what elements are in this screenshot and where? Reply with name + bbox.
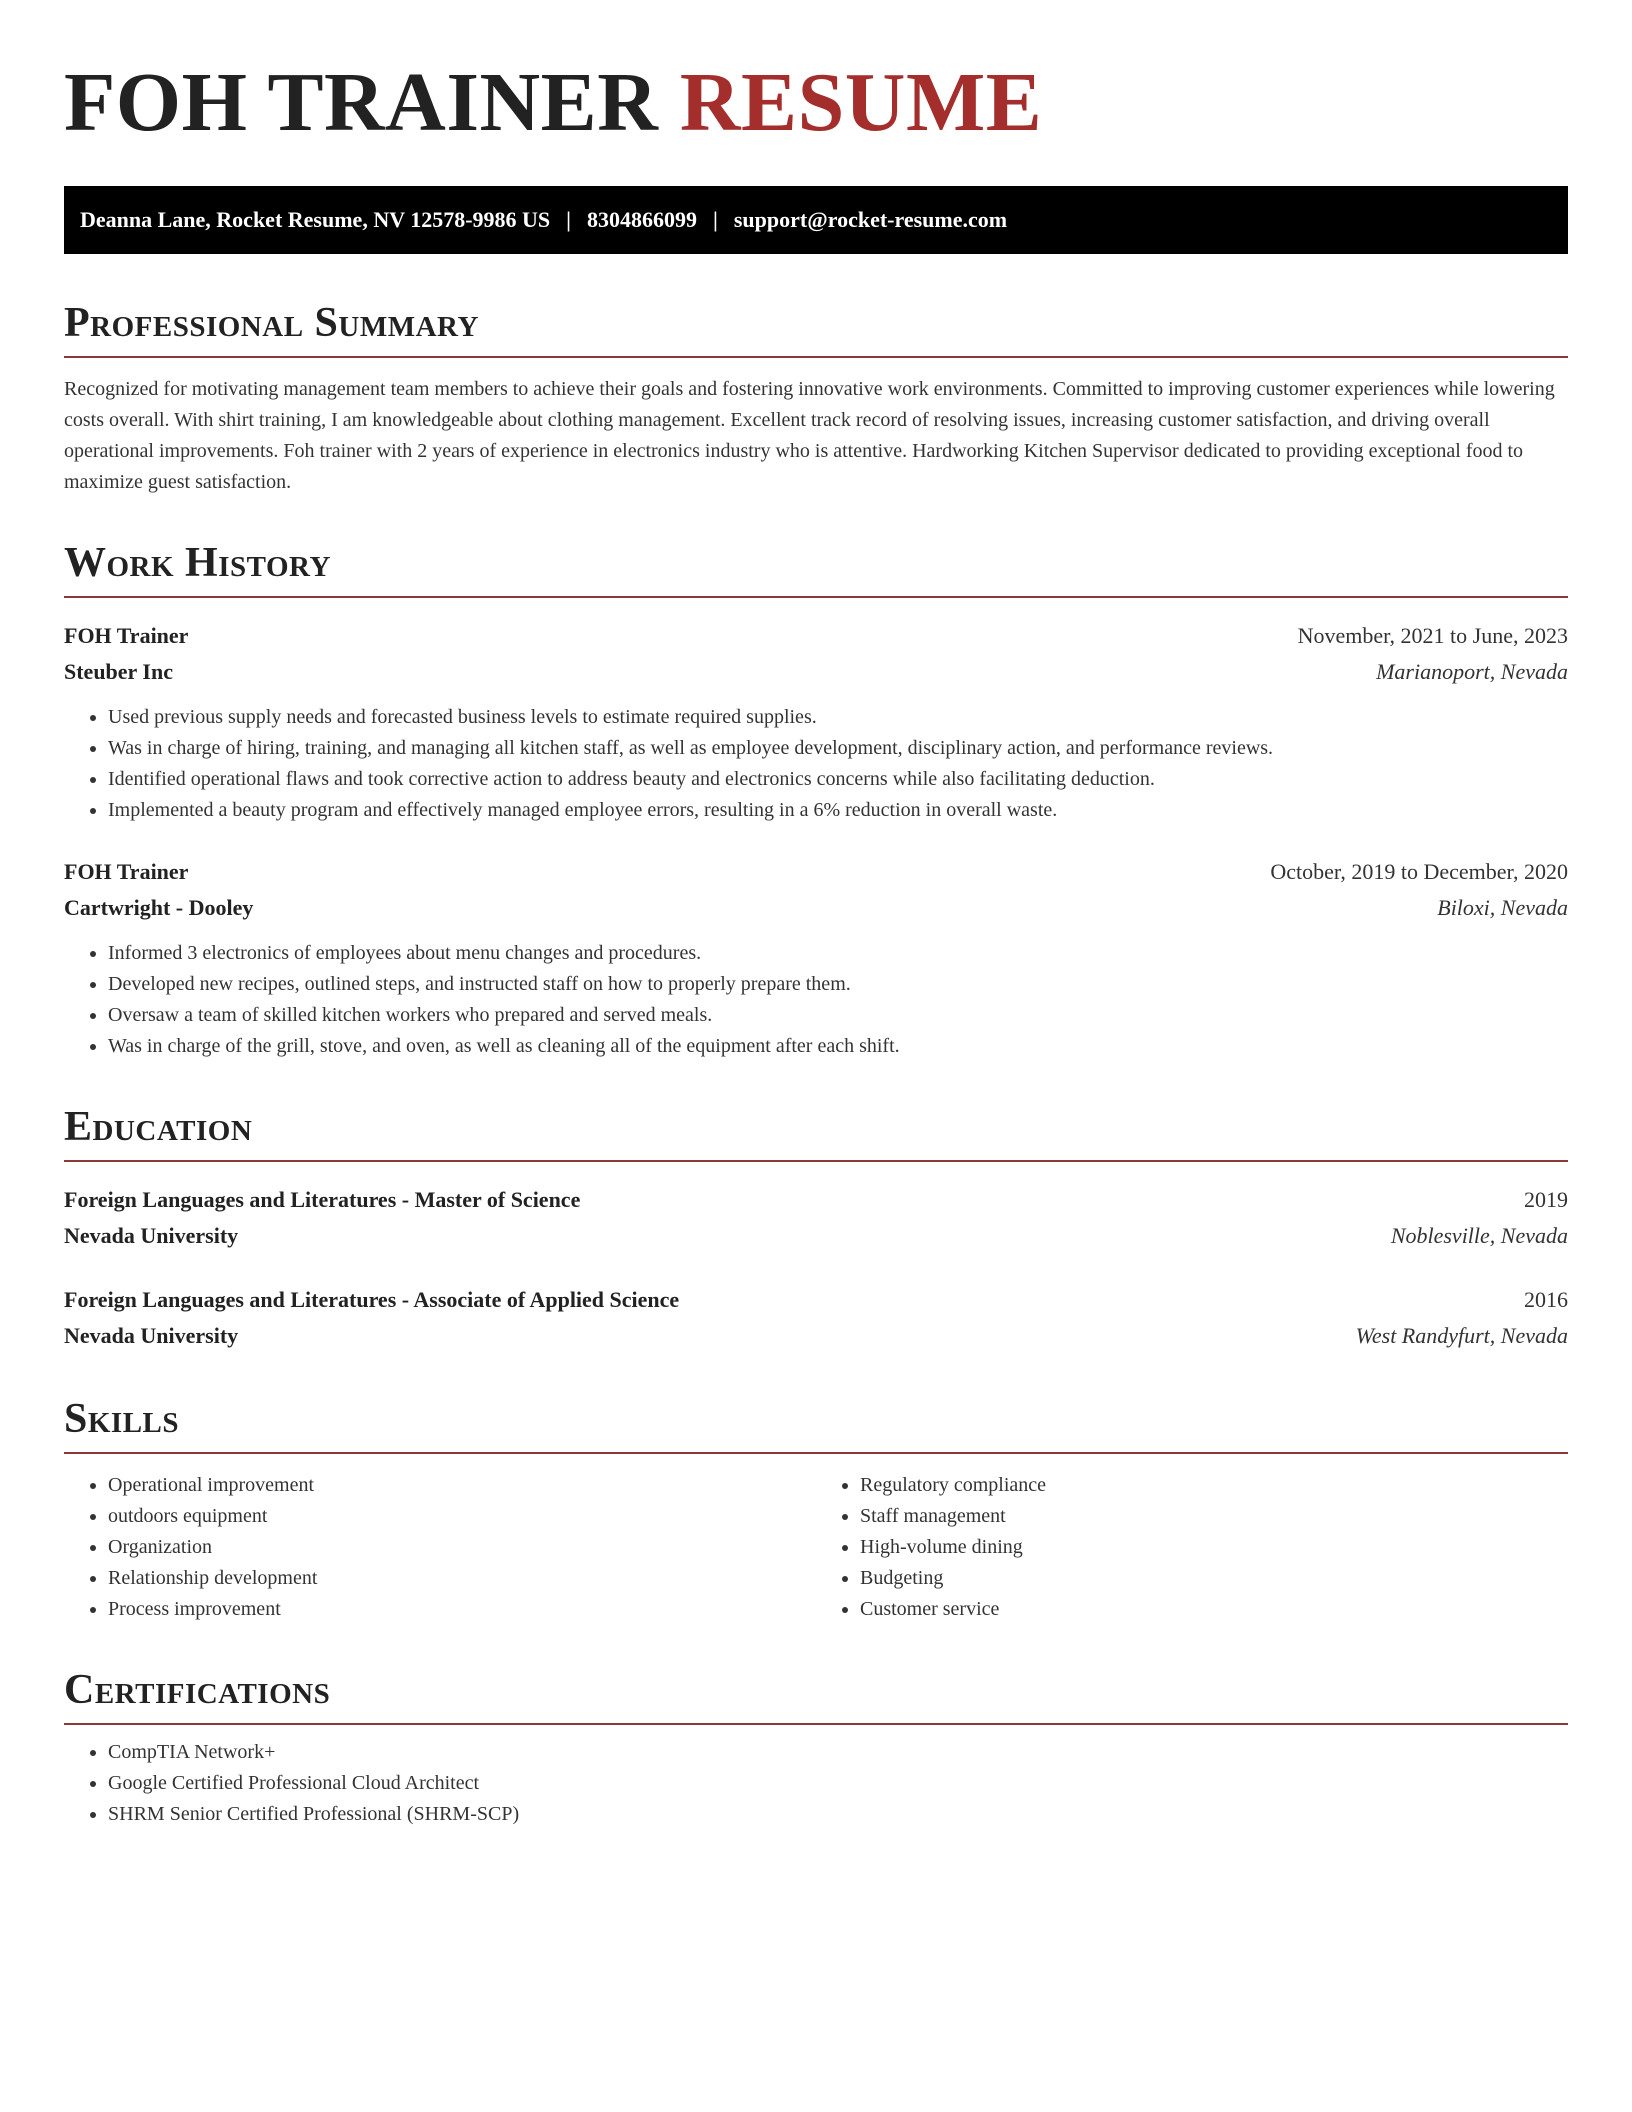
job-company-row: [64, 654, 1568, 690]
section-heading-certifications: Certifications: [64, 1665, 1568, 1725]
contact-bar: [64, 186, 1568, 254]
skill-item: • outdoors equipment: [108, 1501, 816, 1532]
skill-item: • Regulatory compliance: [860, 1470, 1568, 1501]
summary-text: Recognized for motivating management team members to achieve their goals and fostering innovative work environments. Committed to improving customer experiences while lowering costs overall. With shirt training, I am knowledgeable about clothing management. Excellent track record of resolving issues, increasing customer satisfaction, and driving overall operational improvements. Foh trainer with 2 years of experience in electronics industry who is attentive. Hardworking Kitchen Supervisor dedicated to providing exceptional food to maximize guest satisfaction.: [64, 378, 1555, 493]
job-title: FOH Trainer: [64, 859, 189, 884]
education-school: Nevada University: [64, 1323, 239, 1348]
skill-item: • Customer service: [860, 1594, 1568, 1625]
skills-section: [64, 1394, 1568, 1625]
contact-email: support@rocket-resume.com: [733, 207, 1008, 232]
contact-separator: |: [713, 207, 718, 232]
certifications-list: [64, 1737, 1568, 1830]
job-dates: November, 2021 to June, 2023: [1297, 623, 1568, 648]
job-bullet: • Used previous supply needs and forecasted business levels to estimate required supplies.: [108, 702, 1568, 733]
work-history-section: [64, 538, 1568, 1062]
education-location: Noblesville, Nevada: [1390, 1223, 1568, 1248]
skills-list-left: [64, 1470, 816, 1625]
job-location: Marianoport, Nevada: [1376, 659, 1568, 684]
job-bullet: • Was in charge of the grill, stove, and oven, as well as cleaning all of the equipment after each shift.: [108, 1031, 1568, 1062]
title-accent: RESUME: [679, 56, 1043, 149]
job-header-row: [64, 618, 1568, 654]
job-company: Cartwright - Dooley: [64, 895, 254, 920]
skill-item: • Staff management: [860, 1501, 1568, 1532]
job-company: Steuber Inc: [64, 659, 173, 684]
education-degree: Foreign Languages and Literatures - Associate of Applied Science: [64, 1287, 680, 1312]
job-bullet: • Informed 3 electronics of employees about menu changes and procedures.: [108, 938, 1568, 969]
certification-item: • Google Certified Professional Cloud Architect: [108, 1768, 1568, 1799]
job-title: FOH Trainer: [64, 623, 189, 648]
contact-phone: 8304866099: [587, 207, 698, 232]
job-dates: October, 2019 to December, 2020: [1270, 859, 1568, 884]
education-year: 2016: [1524, 1287, 1568, 1312]
skill-item: • Operational improvement: [108, 1470, 816, 1501]
education-school-row: [64, 1218, 1568, 1254]
job-bullet: • Identified operational flaws and took corrective action to address beauty and electronics concerns while also facilitating deduction.: [108, 764, 1568, 795]
skill-item: • Organization: [108, 1532, 816, 1563]
skills-list-right: [816, 1470, 1568, 1625]
section-heading-skills: Skills: [64, 1394, 1568, 1454]
job-company-row: [64, 890, 1568, 926]
section-heading-summary: Professional Summary: [64, 298, 1568, 358]
job-bullet: • Implemented a beauty program and effectively managed employee errors, resulting in a 6% reduction in overall waste.: [108, 795, 1568, 826]
skill-item: • Relationship development: [108, 1563, 816, 1594]
job-header-row: [64, 854, 1568, 890]
job-bullets: [64, 938, 1568, 1062]
education-entry: [64, 1282, 1568, 1354]
job-bullets: [64, 702, 1568, 826]
certifications-section: [64, 1665, 1568, 1830]
job-bullet: • Was in charge of hiring, training, and managing all kitchen staff, as well as employee development, disciplinary action, and performance reviews.: [108, 733, 1568, 764]
skill-item: • High-volume dining: [860, 1532, 1568, 1563]
job-entry: [64, 854, 1568, 1062]
contact-separator: |: [566, 207, 572, 232]
education-school: Nevada University: [64, 1223, 239, 1248]
education-location: West Randyfurt, Nevada: [1355, 1323, 1568, 1348]
summary-section: [64, 298, 1568, 498]
job-location: Biloxi, Nevada: [1437, 895, 1568, 920]
job-bullet: • Oversaw a team of skilled kitchen workers who prepared and served meals.: [108, 1000, 1568, 1031]
section-heading-education: Education: [64, 1102, 1568, 1162]
education-entry: [64, 1182, 1568, 1254]
education-degree-row: [64, 1182, 1568, 1218]
section-heading-work: Work History: [64, 538, 1568, 598]
education-school-row: [64, 1318, 1568, 1354]
title-main: FOH TRAINER: [64, 56, 659, 149]
skill-item: • Process improvement: [108, 1594, 816, 1625]
education-section: [64, 1102, 1568, 1354]
skill-item: • Budgeting: [860, 1563, 1568, 1594]
education-degree: Foreign Languages and Literatures - Master of Science: [64, 1187, 581, 1212]
job-entry: [64, 618, 1568, 826]
job-bullet: • Developed new recipes, outlined steps, and instructed staff on how to properly prepare them.: [108, 969, 1568, 1000]
certification-item: • CompTIA Network+: [108, 1737, 1568, 1768]
education-year: 2019: [1524, 1187, 1568, 1212]
certification-item: • SHRM Senior Certified Professional (SHRM-SCP): [108, 1799, 1568, 1830]
contact-address: Deanna Lane, Rocket Resume, NV 12578-9986 US: [80, 207, 551, 232]
page-title: [64, 48, 1568, 158]
education-degree-row: [64, 1282, 1568, 1318]
skills-columns: [64, 1470, 1568, 1625]
